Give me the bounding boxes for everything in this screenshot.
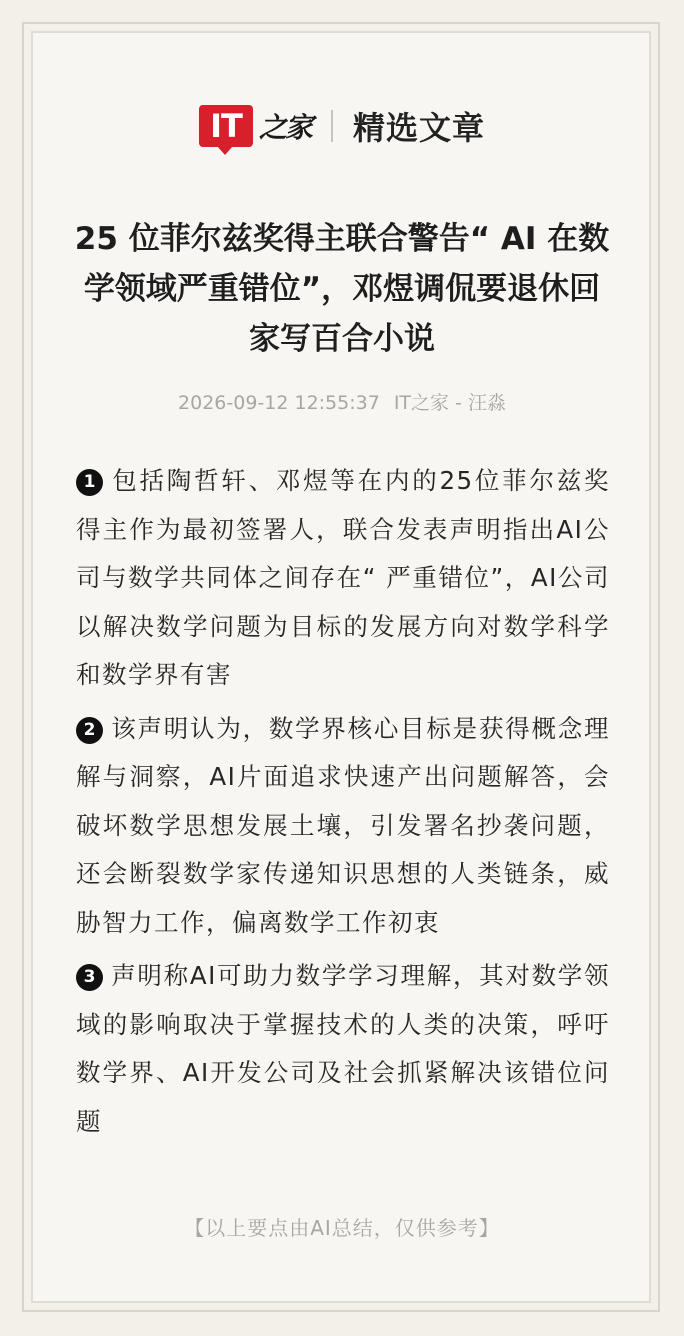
header-divider <box>331 110 333 142</box>
summary-list <box>76 457 610 1151</box>
number-badge: 3 <box>76 964 103 991</box>
summary-point-text: 声明称AI可助力数学学习理解，其对数学领域的影响取决于掌握技术的人类的决策，呼吁数学界、AI开发公司及社会抓紧解决该错位问题 <box>76 961 610 1136</box>
article-meta <box>0 388 684 415</box>
summary-point <box>76 705 610 948</box>
section-title: 精选文章 <box>353 109 486 147</box>
number-badge: 1 <box>76 469 103 496</box>
summary-point-text: 包括陶哲轩、邓煜等在内的25位菲尔兹奖得主作为最初签署人，联合发表声明指出AI公司与数学共同体之间存在“ 严重错位”，AI公司以解决数学问题为目标的发展方向对数学科学和数学界有害 <box>76 466 610 689</box>
summary-point-text: 该声明认为，数学界核心目标是获得概念理解与洞察，AI片面追求快速产出问题解答，会破坏数学思想发展土壤，引发署名抄袭问题，还会断裂数学家传递知识思想的人类链条，威胁智力工作，偏离数学工作初衷 <box>76 713 610 937</box>
article-datetime: 2026-09-12 12:55:37 <box>178 392 380 414</box>
article-title: 25 位菲尔兹奖得主联合警告“ AI 在数学领域严重错位”，邓煜调侃要退休回家写百合小说 <box>74 221 610 357</box>
logo-mark: IT <box>210 107 242 145</box>
logo-script: 之家 <box>258 111 311 144</box>
summary-point <box>76 952 610 1146</box>
article-byline: IT之家 - 汪淼 <box>393 392 506 414</box>
number-badge: 2 <box>76 717 103 744</box>
ai-summary-disclaimer: 【以上要点由AI总结，仅供参考】 <box>184 1216 500 1240</box>
page-header <box>0 98 684 154</box>
summary-point <box>76 457 610 700</box>
it-home-logo <box>199 105 253 147</box>
